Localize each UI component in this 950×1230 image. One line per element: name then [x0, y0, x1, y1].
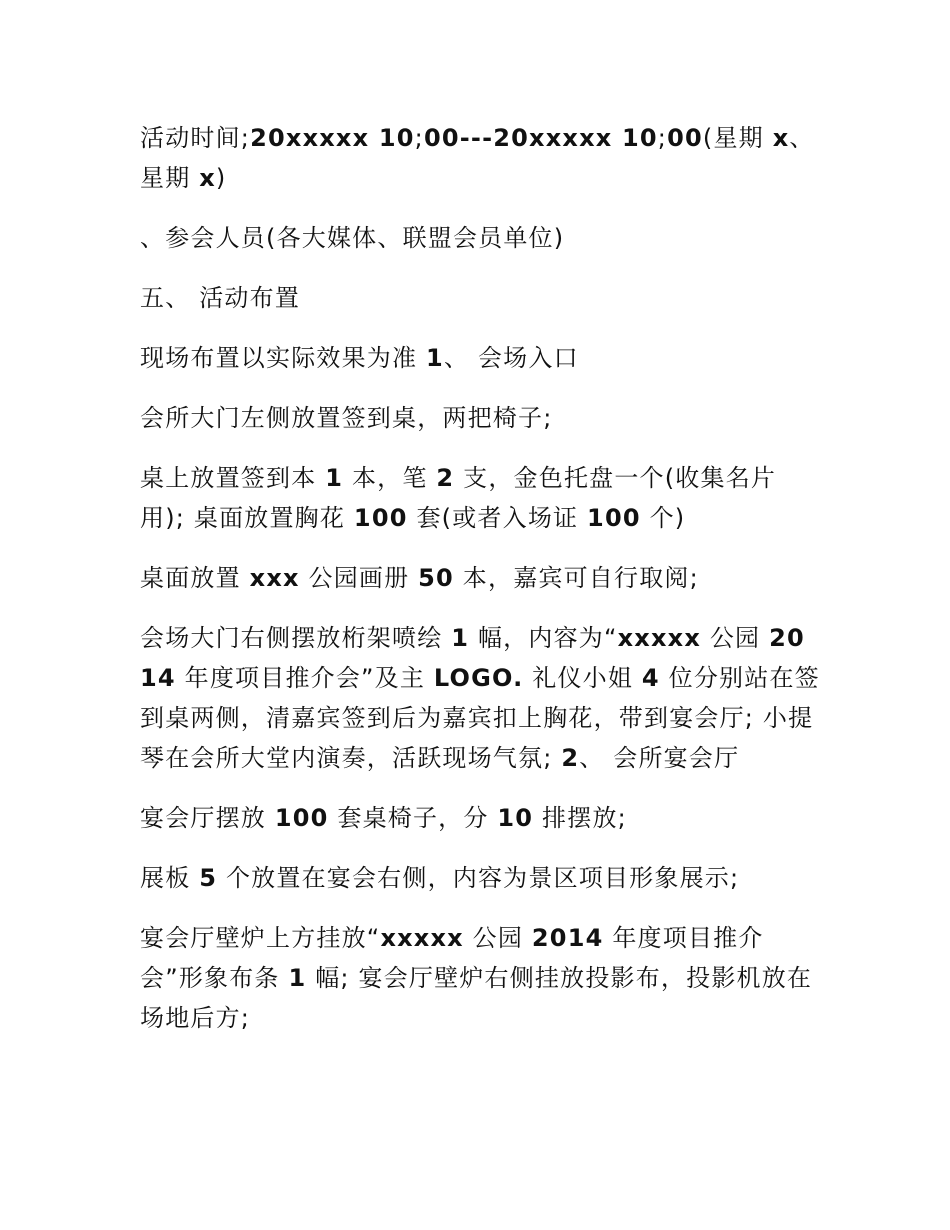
bold-text-run: 20xxxxx 10 — [250, 124, 415, 152]
text-run: 宴会厅壁炉上方挂放“ — [140, 924, 381, 952]
text-run: 个放置在宴会右侧，内容为景区项目形象展示; — [217, 864, 740, 892]
bold-text-run: 100 — [353, 504, 408, 532]
text-run: 会场大门右侧摆放桁架喷绘 — [140, 624, 452, 652]
text-run: 套桌椅子，分 — [328, 804, 498, 832]
bold-text-run: 1 — [288, 964, 307, 992]
bold-text-run: 00---20xxxxx 10 — [423, 124, 658, 152]
text-run: 年度项目推介会”及主 — [175, 664, 434, 692]
text-run: 五、 活动布置 — [140, 284, 301, 312]
text-run: 现场布置以实际效果为准 — [140, 344, 427, 372]
bold-text-run: xxx — [249, 564, 300, 592]
text-run: 公园 — [701, 624, 770, 652]
text-run: 套(或者入场证 — [407, 504, 588, 532]
bold-text-run: 2 — [561, 744, 580, 772]
bold-text-run: 50 — [418, 564, 454, 592]
bold-text-run: 2014 — [140, 624, 805, 692]
bold-text-run: xxxxx — [617, 624, 702, 652]
bold-text-run: 1 — [451, 624, 470, 652]
text-run: 宴会厅摆放 — [140, 804, 275, 832]
text-run: 会所大门左侧放置签到桌，两把椅子; — [140, 404, 553, 432]
text-run: 本，嘉宾可自行取阅; — [453, 564, 699, 592]
paragraph — [140, 278, 820, 318]
text-run: 排摆放; — [533, 804, 627, 832]
bold-text-run: 100 — [587, 504, 641, 532]
text-run: 位分别站在签到桌两侧，清嘉宾签到后为嘉宾扣上胸花，带到宴会厅; 小提琴在会所大堂内演奏，活跃现场气氛; — [140, 664, 820, 772]
bold-text-run: 4 — [641, 664, 660, 692]
bold-text-run: 2014 — [531, 924, 604, 952]
text-run: 展板 — [140, 864, 200, 892]
paragraph — [140, 618, 820, 778]
paragraph — [140, 118, 820, 198]
text-run: 幅，内容为“ — [469, 624, 618, 652]
paragraph — [140, 798, 820, 838]
bold-text-run: 100 — [274, 804, 329, 832]
paragraph — [140, 858, 820, 898]
bold-text-run: 1 — [426, 344, 444, 372]
text-run: 公园 — [463, 924, 532, 952]
paragraph — [140, 218, 820, 258]
text-run: 礼仪小姐 — [523, 664, 642, 692]
text-run: 、参会人员(各大媒体、联盟会员单位) — [140, 224, 565, 252]
text-run: 个) — [640, 504, 686, 532]
text-run: 支，金色托盘一个(收集名片用); 桌面放置胸花 — [140, 464, 777, 532]
text-run: 桌上放置签到本 — [140, 464, 326, 492]
text-run: ; — [414, 124, 424, 152]
paragraph — [140, 918, 820, 1038]
text-run: ) — [215, 164, 227, 192]
text-run: 公园画册 — [299, 564, 419, 592]
text-run: 、星期 — [140, 124, 815, 192]
bold-text-run: 2 — [436, 464, 455, 492]
bold-text-run: 5 — [199, 864, 218, 892]
text-run: ; — [657, 124, 668, 152]
bold-text-run: 10 — [497, 804, 534, 832]
text-run: 幅; 宴会厅壁炉右侧挂放投影布，投影机放在场地后方; — [140, 964, 813, 1032]
bold-text-run: x — [199, 164, 216, 192]
text-run: 年度项目推介会”形象布条 — [140, 924, 764, 992]
bold-text-run: LOGO. — [433, 664, 524, 692]
text-run: 、 会所宴会厅 — [579, 744, 740, 772]
text-run: 桌面放置 — [140, 564, 250, 592]
paragraph — [140, 398, 820, 438]
bold-text-run: x — [772, 124, 790, 152]
bold-text-run: xxxxx — [380, 924, 464, 952]
text-run: 活动时间; — [140, 124, 251, 152]
text-run: (星期 — [702, 124, 773, 152]
document-body — [140, 118, 820, 1058]
text-run: 、 会场入口 — [443, 344, 579, 372]
bold-text-run: 00 — [667, 124, 703, 152]
paragraph — [140, 338, 820, 378]
text-run: 本，笔 — [343, 464, 437, 492]
bold-text-run: 1 — [325, 464, 344, 492]
paragraph — [140, 458, 820, 538]
paragraph — [140, 558, 820, 598]
